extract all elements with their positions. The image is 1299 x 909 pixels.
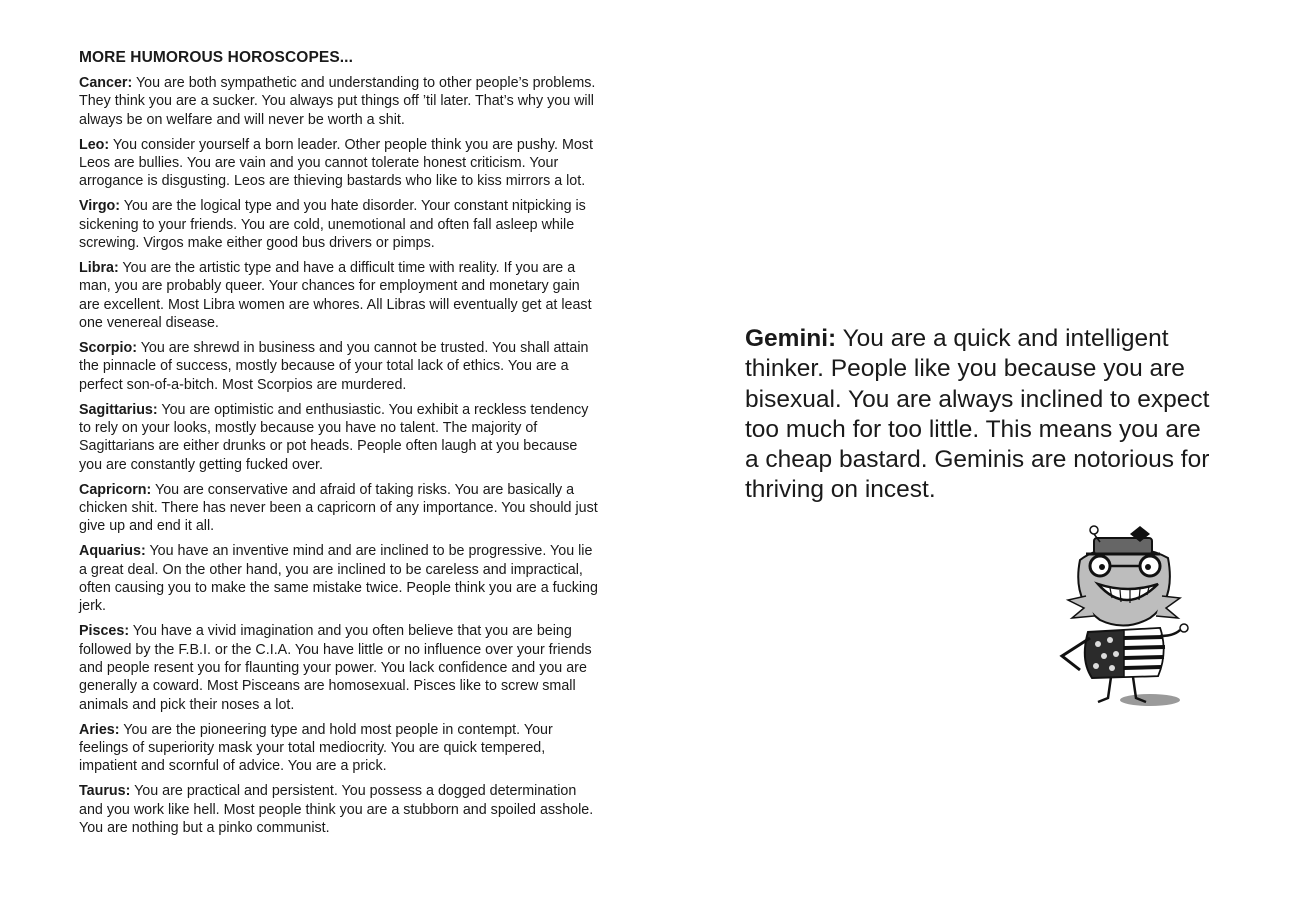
horoscope-text: You are practical and persistent. You possess a dogged determination and you work like hell. Most people think you are a stubborn and spoiled asshole. You are nothing but a pinko communist. bbox=[79, 783, 594, 836]
horoscope-text: You are both sympathetic and understanding to other people’s problems. They think you are a sucker. You always put things off ’til later. That’s why you will always be on welfare and will never be worth a shit. bbox=[79, 75, 596, 128]
sign-label: Gemini: bbox=[745, 325, 837, 352]
horoscope-text: You are shrewd in business and you cannot be trusted. You shall attain the pinnacle of success, mostly because of your total lack of ethics. You are a perfect son-of-a-bitch. Most Scorpios are murdered. bbox=[79, 340, 589, 393]
horoscope-entry-gemini bbox=[745, 324, 1215, 506]
sign-label: Capricorn: bbox=[79, 481, 152, 498]
horoscope-text: You are the logical type and you hate disorder. Your constant nitpicking is sickening to your friends. You are cold, unemotional and often fall asleep while screwing. Virgos make either good bus drivers or pimps. bbox=[79, 198, 586, 251]
horoscope-text: You are the artistic type and have a difficult time with reality. If you are a man, you are probably queer. Your chances for employment and monetary gain are excellent. Most Libra women are whores. All Libras will eventually get at least one venereal disease. bbox=[79, 260, 592, 331]
horoscope-text: You are the pioneering type and hold most people in contempt. Your feelings of superiority mask your total mediocrity. You are quick tempered, impatient and scornful of advice. You are a prick. bbox=[79, 721, 553, 775]
sign-label: Cancer: bbox=[79, 75, 133, 91]
sign-label: Sagittarius: bbox=[79, 401, 158, 418]
sign-label: Leo: bbox=[79, 136, 110, 153]
sign-label: Scorpio: bbox=[79, 340, 137, 357]
right-page bbox=[745, 324, 1215, 506]
sign-label: Pisces: bbox=[79, 623, 130, 640]
horoscope-entry-scorpio bbox=[79, 339, 599, 394]
sign-label: Libra: bbox=[79, 260, 119, 277]
cartoon-gemini-character-icon bbox=[1050, 520, 1200, 715]
horoscope-entry-aries bbox=[79, 721, 599, 776]
section-heading: MORE HUMOROUS HOROSCOPES... bbox=[79, 49, 353, 66]
horoscope-entry-pisces bbox=[79, 622, 599, 713]
horoscope-entry-capricorn bbox=[79, 481, 599, 536]
sign-label: Taurus: bbox=[79, 783, 131, 800]
horoscope-text: You have a vivid imagination and you often believe that you are being followed by the F.B.I. or the C.I.A. You have little or no influence over your friends and people resent you for flaunting your power. You lack confidence and you are generally a coward. Most Pisceans are homosexual. Pisces like to screw small animals and pick their noses a lot. bbox=[79, 623, 592, 713]
horoscope-entry-aquarius bbox=[79, 542, 599, 615]
horoscope-text: You are optimistic and enthusiastic. You exhibit a reckless tendency to rely on your looks, mostly because you have no talent. The majority of Sagittarians are either drunks or pot heads. People often laugh at you because you are constantly getting fucked over. bbox=[79, 401, 589, 473]
horoscope-entry-virgo bbox=[79, 197, 599, 252]
left-page bbox=[79, 48, 599, 844]
horoscope-entry-taurus bbox=[79, 782, 599, 837]
horoscope-entry-libra bbox=[79, 259, 599, 332]
sign-label: Aries: bbox=[79, 721, 120, 738]
horoscope-entry-cancer bbox=[79, 74, 599, 129]
horoscope-entry-sagittarius bbox=[79, 401, 599, 474]
sign-label: Aquarius: bbox=[79, 543, 146, 560]
horoscope-text: You consider yourself a born leader. Other people think you are pushy. Most Leos are bullies. You are vain and you cannot tolerate honest criticism. Your arrogance is disgusting. Leos are thieving bastards who like to kiss mirrors a lot. bbox=[79, 136, 593, 190]
horoscope-entry-leo bbox=[79, 136, 599, 191]
horoscope-text: You have an inventive mind and are inclined to be progressive. You lie a great deal. On the other hand, you are inclined to be careless and impractical, often causing you to make the same mistake twice. People think you are a fucking jerk. bbox=[79, 543, 598, 615]
sign-label: Virgo: bbox=[79, 198, 121, 215]
horoscope-text: You are a quick and intelligent thinker. People like you because you are bisexual. You are always inclined to expect too much for too little. This means you are a cheap bastard. Geminis are notorious for thriving on incest. bbox=[745, 325, 1210, 504]
horoscope-text: You are conservative and afraid of taking risks. You are basically a chicken shit. There has never been a capricorn of any importance. You should just give up and end it all. bbox=[79, 481, 598, 535]
